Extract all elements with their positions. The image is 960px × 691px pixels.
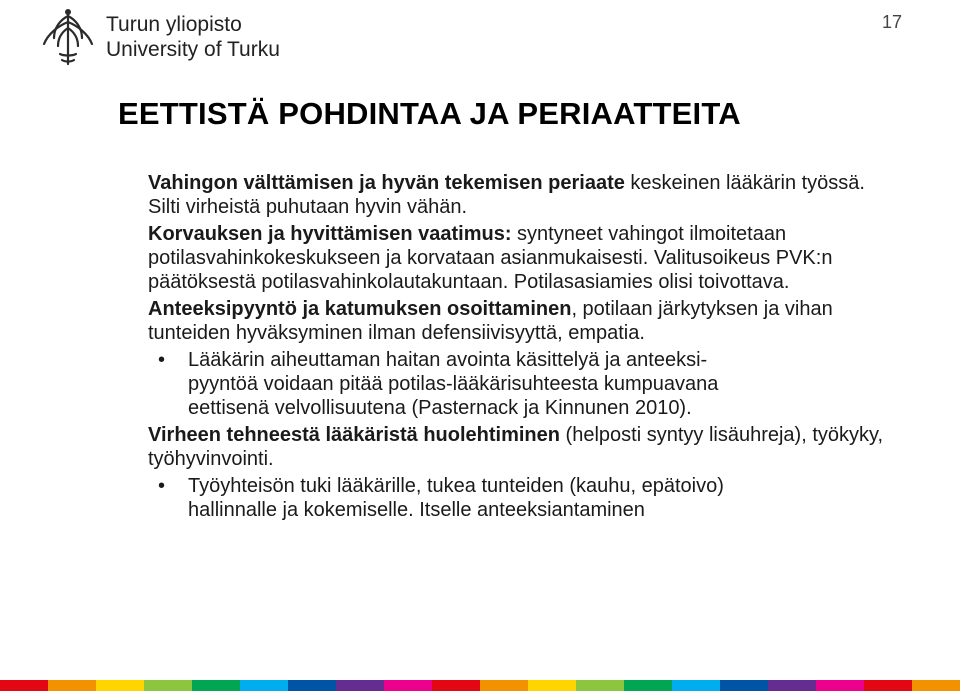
- logo-text-finnish: Turun yliopisto: [106, 13, 242, 36]
- footer-color-segment: [720, 680, 768, 691]
- footer-color-segment: [48, 680, 96, 691]
- paragraph-text: keskeinen lääkärin työssä. Silti virheistä puhutaan hyvin vähän.: [148, 172, 865, 218]
- footer-color-segment: [384, 680, 432, 691]
- footer-color-segment: [96, 680, 144, 691]
- footer-color-segment: [816, 680, 864, 691]
- footer-color-segment: [432, 680, 480, 691]
- paragraph-harm-avoidance: [148, 171, 888, 219]
- bullet-item-open-handling: [148, 348, 888, 420]
- footer-color-segment: [480, 680, 528, 691]
- paragraph-heading: Virheen tehneestä lääkäristä huolehtiminen: [148, 424, 560, 446]
- bullet-line: pyyntöä voidaan pitää potilas-lääkärisuhteesta kumpuavana: [188, 373, 719, 395]
- paragraph-apology: [148, 297, 888, 345]
- paragraph-heading: Vahingon välttämisen ja hyvän tekemisen periaate: [148, 172, 625, 194]
- footer-color-segment: [144, 680, 192, 691]
- footer-color-segment: [192, 680, 240, 691]
- torch-emblem-icon: [36, 4, 100, 70]
- footer-color-segment: [336, 680, 384, 691]
- footer-color-segment: [672, 680, 720, 691]
- footer-color-segment: [0, 680, 48, 691]
- footer-color-segment: [240, 680, 288, 691]
- bullet-line: Työyhteisön tuki lääkärille, tukea tunteiden (kauhu, epätoivo): [188, 475, 724, 497]
- bullet-icon: •: [158, 349, 166, 371]
- footer-color-segment: [912, 680, 960, 691]
- footer-color-segment: [576, 680, 624, 691]
- paragraph-text: syntyneet vahingot ilmoitetaan potilasvahinkokeskukseen ja korvataan asianmukaisesti. Valitusoikeus PVK:n päätöksestä potilasvahinkolautakuntaan. Potilasasiamies olisi toivottava.: [148, 223, 833, 293]
- university-logo: [36, 4, 316, 70]
- slide-title: EETTISTÄ POHDINTAA JA PERIAATTEITA: [118, 96, 741, 131]
- footer-color-segment: [528, 680, 576, 691]
- slide-number: 17: [881, 12, 902, 32]
- bullet-line: hallinnalle ja kokemiselle. Itselle anteeksiantaminen: [188, 499, 645, 521]
- bullet-line: eettisenä velvollisuutena (Pasternack ja Kinnunen 2010).: [188, 397, 692, 419]
- footer-color-segment: [864, 680, 912, 691]
- footer-color-segment: [768, 680, 816, 691]
- bullet-item-workplace-support: [148, 474, 888, 522]
- paragraph-heading: Anteeksipyyntö ja katumuksen osoittaminen: [148, 298, 572, 320]
- paragraph-doctor-care: [148, 423, 888, 471]
- footer-color-segment: [624, 680, 672, 691]
- paragraph-heading: Korvauksen ja hyvittämisen vaatimus:: [148, 223, 512, 245]
- bullet-line: Lääkärin aiheuttaman haitan avointa käsittelyä ja anteeksi-: [188, 349, 708, 371]
- footer-color-segment: [288, 680, 336, 691]
- paragraph-text: (helposti syntyy lisäuhreja), työkyky, työhyvinvointi.: [148, 424, 884, 470]
- paragraph-text: , potilaan järkytyksen ja vihan tunteiden hyväksyminen ilman defensiivisyyttä, empatia.: [148, 298, 833, 344]
- footer-color-stripe: [0, 680, 960, 691]
- slide-body: [148, 171, 888, 525]
- paragraph-compensation: [148, 222, 888, 294]
- bullet-icon: •: [158, 475, 166, 497]
- logo-text-english: University of Turku: [106, 38, 280, 61]
